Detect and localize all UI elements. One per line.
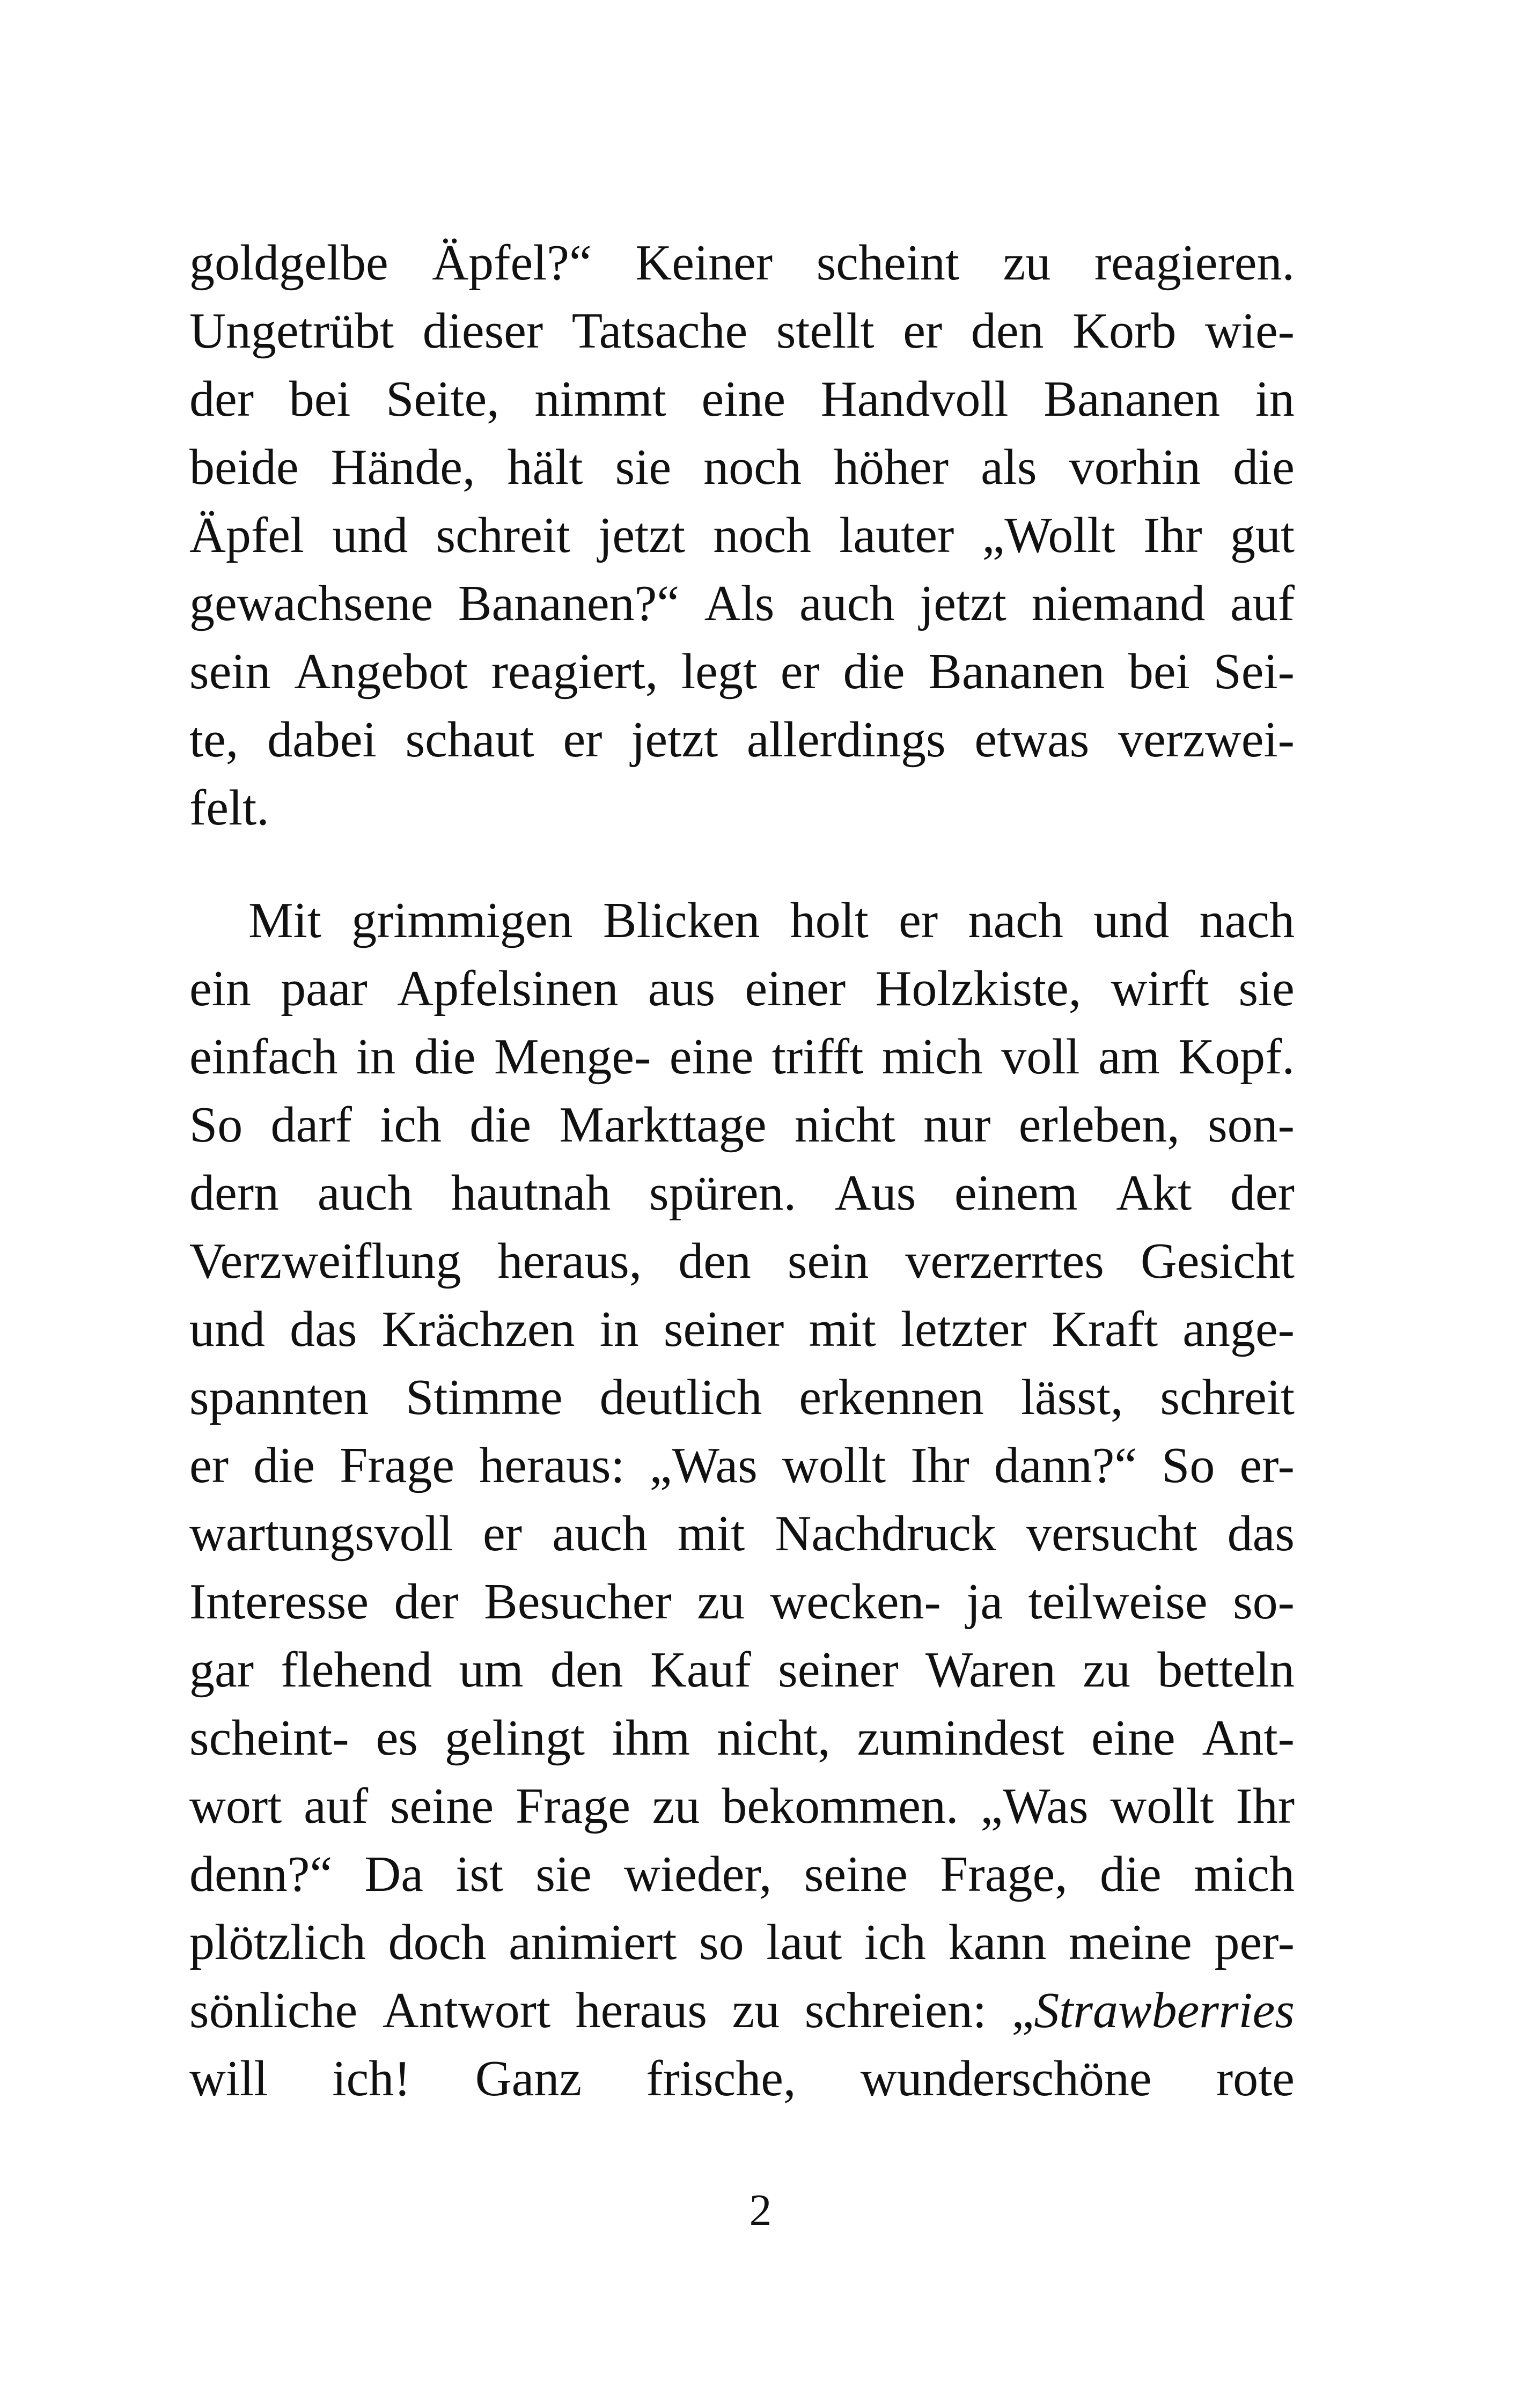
text-line — [189, 365, 1295, 433]
text-line — [189, 1772, 1295, 1840]
word: Keiner — [635, 235, 773, 291]
word: und — [1093, 893, 1170, 948]
text-line — [189, 570, 1295, 638]
word: lauter — [839, 507, 954, 563]
word: Handvoll — [820, 371, 1009, 427]
word: als — [981, 439, 1037, 495]
word: Markttage — [559, 1097, 767, 1153]
word: wort — [189, 1778, 282, 1834]
word: zu — [732, 1983, 780, 2038]
word: Apfelsinen — [397, 961, 619, 1017]
word: Bananen?“ — [458, 576, 680, 631]
word: hautnah — [451, 1165, 611, 1221]
word: auch — [552, 1506, 648, 1562]
word: scheint — [816, 235, 959, 291]
word: gewachsene — [189, 576, 433, 631]
word: schaut — [405, 712, 534, 768]
word: das — [1227, 1506, 1295, 1562]
word: „Was — [649, 1438, 758, 1493]
word: nach — [1199, 893, 1295, 948]
word: den — [678, 1233, 751, 1289]
word: er — [189, 1438, 229, 1493]
word: Verzweiflung — [189, 1233, 461, 1289]
text-line — [189, 1295, 1295, 1364]
word: seine — [390, 1778, 494, 1834]
text-line — [189, 1364, 1295, 1432]
word: verzwei- — [1118, 712, 1295, 768]
word: wunderschöne — [860, 2051, 1152, 2107]
word: So — [189, 1097, 243, 1153]
word: der — [394, 1574, 459, 1630]
word: zu — [1003, 235, 1051, 291]
word: schreit — [436, 507, 571, 563]
word: ich — [864, 1914, 926, 1970]
word: erleben, — [1018, 1097, 1180, 1153]
word: Da — [364, 1846, 424, 1902]
text-line — [189, 433, 1295, 502]
word: teilweise — [1028, 1574, 1208, 1630]
word: gut — [1230, 507, 1295, 563]
word: Frage — [515, 1778, 630, 1834]
word: allerdings — [746, 712, 946, 768]
paragraph-1 — [189, 229, 1295, 842]
word: dern — [189, 1165, 280, 1221]
word: Als — [704, 576, 775, 631]
word: dabei — [267, 712, 377, 768]
word: Frage — [340, 1438, 455, 1493]
word: das — [290, 1301, 357, 1357]
word: So — [1162, 1438, 1215, 1493]
word: darf — [270, 1097, 352, 1153]
word: Ihr — [1236, 1778, 1295, 1834]
word: eine — [1091, 1710, 1175, 1766]
word: auch — [317, 1165, 413, 1221]
word: Angebot — [294, 644, 468, 699]
word: einfach — [189, 1029, 338, 1085]
word: reagiert, — [491, 644, 658, 699]
word: ja — [966, 1574, 1003, 1630]
word: sein — [787, 1233, 869, 1289]
word: noch — [703, 439, 802, 495]
word: son- — [1208, 1097, 1295, 1153]
word: jetzt — [598, 507, 686, 563]
word: Mit — [248, 893, 321, 948]
word: Bananen — [1044, 371, 1221, 427]
word: Kauf — [650, 1642, 751, 1698]
text-line — [189, 297, 1295, 365]
word: ich — [380, 1097, 442, 1153]
word: auf — [304, 1778, 369, 1834]
word: eine — [669, 1029, 754, 1085]
word: Interesse — [189, 1574, 369, 1630]
word: nicht, — [717, 1710, 831, 1766]
word: Seite, — [386, 371, 499, 427]
word: bei — [1128, 644, 1190, 699]
word: eine — [701, 371, 786, 427]
word: wollt — [782, 1438, 886, 1493]
text-line — [189, 1023, 1295, 1091]
text-line — [189, 1840, 1295, 1909]
word: spüren. — [649, 1165, 797, 1221]
word: Holzkiste, — [875, 961, 1082, 1017]
word: die — [414, 1029, 476, 1085]
word: es — [376, 1710, 418, 1766]
word: Äpfel?“ — [432, 235, 592, 291]
text-line — [189, 1704, 1295, 1772]
text-line — [189, 1568, 1295, 1636]
word: lässt, — [1020, 1369, 1123, 1425]
word: goldgelbe — [189, 235, 388, 291]
word: wie- — [1204, 303, 1295, 359]
word: niemand — [1031, 576, 1206, 631]
text-line — [189, 1432, 1295, 1500]
word: seine — [804, 1846, 908, 1902]
word: reagieren. — [1094, 235, 1295, 291]
word: Ungetrübt — [189, 303, 394, 359]
text-line — [189, 1091, 1295, 1159]
word: die — [469, 1097, 532, 1153]
word: denn?“ — [189, 1846, 333, 1902]
word: wollt — [1110, 1778, 1214, 1834]
word: auf — [1230, 576, 1295, 631]
word: dieser — [422, 303, 543, 359]
word: holt — [790, 893, 869, 948]
word: „Strawberries — [1011, 1983, 1295, 2038]
text-line — [189, 706, 1295, 774]
word: Stimme — [406, 1369, 563, 1425]
word: sein — [189, 644, 271, 699]
word: legt — [681, 644, 757, 699]
word: ein — [189, 961, 251, 1017]
word: und — [332, 507, 408, 563]
word: zumindest — [857, 1710, 1065, 1766]
word: Akt — [1116, 1165, 1192, 1221]
word: Nachdruck — [775, 1506, 996, 1562]
word: Antwort — [382, 1983, 551, 2038]
word: er — [483, 1506, 523, 1562]
word: beide — [189, 439, 299, 495]
word: versucht — [1026, 1506, 1197, 1562]
word: ich! — [332, 2051, 411, 2107]
word: der — [1230, 1165, 1295, 1221]
word: Ganz — [475, 2051, 582, 2107]
word: den — [971, 303, 1044, 359]
word: frische, — [646, 2051, 796, 2107]
word: Hände, — [330, 439, 475, 495]
word: wieder, — [624, 1846, 772, 1902]
word: heraus — [575, 1983, 707, 2038]
word: um — [459, 1642, 524, 1698]
word: „Wollt — [982, 507, 1115, 563]
word: die — [843, 644, 905, 699]
word: mich — [881, 1029, 983, 1085]
word: grimmigen — [351, 893, 573, 948]
word: Kraft — [1051, 1301, 1158, 1357]
word: flehend — [281, 1642, 432, 1698]
word: schreien: — [804, 1983, 987, 2038]
word: letzter — [900, 1301, 1027, 1357]
word: meine — [1069, 1914, 1192, 1970]
word: seiner — [663, 1301, 784, 1357]
word: er — [563, 712, 602, 768]
word: ist — [455, 1846, 504, 1902]
text-line — [189, 1500, 1295, 1568]
word: paar — [281, 961, 368, 1017]
word: nimmt — [534, 371, 666, 427]
word: zu — [1083, 1642, 1130, 1698]
word: Besucher — [484, 1574, 672, 1630]
word: nur — [923, 1097, 991, 1153]
word: er- — [1239, 1438, 1295, 1493]
word: so — [699, 1914, 744, 1970]
word: doch — [388, 1914, 487, 1970]
word: hält — [507, 439, 583, 495]
text-line — [189, 1636, 1295, 1704]
word: Tatsache — [571, 303, 748, 359]
word: in — [1255, 371, 1295, 427]
word: Ant- — [1202, 1710, 1295, 1766]
word: nicht — [794, 1097, 895, 1153]
word: deutlich — [599, 1369, 762, 1425]
word: voll — [1001, 1029, 1080, 1085]
word: ange- — [1182, 1301, 1295, 1357]
word: Waren — [925, 1642, 1056, 1698]
text-line — [189, 502, 1295, 570]
text-line — [189, 1977, 1295, 2045]
word: in — [356, 1029, 396, 1085]
word: am — [1098, 1029, 1160, 1085]
text-line — [189, 1159, 1295, 1227]
word: mich — [1194, 1846, 1295, 1902]
text-line — [189, 774, 1295, 842]
word: noch — [713, 507, 812, 563]
word: auch — [799, 576, 895, 631]
text-line — [189, 1909, 1295, 1977]
word: wartungsvoll — [189, 1506, 453, 1562]
word: nach — [968, 893, 1063, 948]
word: plötzlich — [189, 1914, 366, 1970]
word: heraus: — [479, 1438, 625, 1493]
text-line — [189, 229, 1295, 297]
word: Blicken — [602, 893, 760, 948]
text-line — [189, 887, 1295, 955]
word: wirft — [1111, 961, 1209, 1017]
word: betteln — [1157, 1642, 1295, 1698]
word: verzerrtes — [905, 1233, 1104, 1289]
word: dann?“ — [994, 1438, 1137, 1493]
word: stellt — [776, 303, 875, 359]
word: heraus, — [497, 1233, 642, 1289]
text-line — [189, 638, 1295, 706]
word: Äpfel — [189, 507, 305, 563]
word: die — [1099, 1846, 1162, 1902]
word: spannten — [189, 1369, 369, 1425]
word: und — [189, 1301, 265, 1357]
word: sie — [535, 1846, 592, 1902]
word: er — [780, 644, 820, 699]
word: so- — [1233, 1574, 1295, 1630]
word: „Was — [980, 1778, 1089, 1834]
word: er — [899, 893, 938, 948]
word: scheint- — [189, 1710, 349, 1766]
word: gar — [189, 1642, 254, 1698]
word: die — [253, 1438, 315, 1493]
word: ihm — [611, 1710, 690, 1766]
word: wecken- — [770, 1574, 941, 1630]
text-line — [189, 955, 1295, 1023]
word: Korb — [1072, 303, 1177, 359]
word: Menge- — [494, 1029, 651, 1085]
word: animiert — [509, 1914, 677, 1970]
word: zu — [697, 1574, 745, 1630]
word: te, — [189, 712, 239, 768]
word: Frage, — [940, 1846, 1068, 1902]
word: Aus — [834, 1165, 916, 1221]
text-line — [189, 2045, 1295, 2113]
paragraph-2 — [189, 887, 1295, 2113]
word: laut — [766, 1914, 842, 1970]
word: einer — [745, 961, 846, 1017]
page-number: 2 — [749, 2185, 772, 2235]
word: Ihr — [1143, 507, 1202, 563]
word: seiner — [778, 1642, 899, 1698]
word: sie — [615, 439, 672, 495]
word: felt. — [189, 780, 269, 836]
word: Gesicht — [1140, 1233, 1295, 1289]
word: aus — [648, 961, 716, 1017]
word: will — [189, 2051, 268, 2107]
word: die — [1233, 439, 1295, 495]
word: Kopf. — [1178, 1029, 1295, 1085]
word: schreit — [1160, 1369, 1295, 1425]
word: zu — [652, 1778, 700, 1834]
word: bekommen. — [722, 1778, 959, 1834]
word: erkennen — [799, 1369, 984, 1425]
word: mit — [677, 1506, 745, 1562]
word: in — [599, 1301, 639, 1357]
word: jetzt — [631, 712, 718, 768]
text-line — [189, 1227, 1295, 1295]
word: mit — [809, 1301, 876, 1357]
word: per- — [1214, 1914, 1295, 1970]
word: der — [189, 371, 254, 427]
word: kann — [948, 1914, 1047, 1970]
word: Bananen — [928, 644, 1105, 699]
word: sie — [1238, 961, 1295, 1017]
word: vorhin — [1069, 439, 1201, 495]
word: höher — [833, 439, 949, 495]
word: gelingt — [444, 1710, 585, 1766]
word: trifft — [771, 1029, 864, 1085]
word: Ihr — [910, 1438, 969, 1493]
word: bei — [289, 371, 351, 427]
word: einem — [954, 1165, 1078, 1221]
word: sönliche — [189, 1983, 358, 2038]
word: er — [903, 303, 943, 359]
word: rote — [1216, 2051, 1295, 2107]
word: jetzt — [920, 576, 1006, 631]
word: den — [550, 1642, 623, 1698]
word: etwas — [974, 712, 1090, 768]
word: Sei- — [1213, 644, 1295, 699]
word: Krächzen — [381, 1301, 575, 1357]
